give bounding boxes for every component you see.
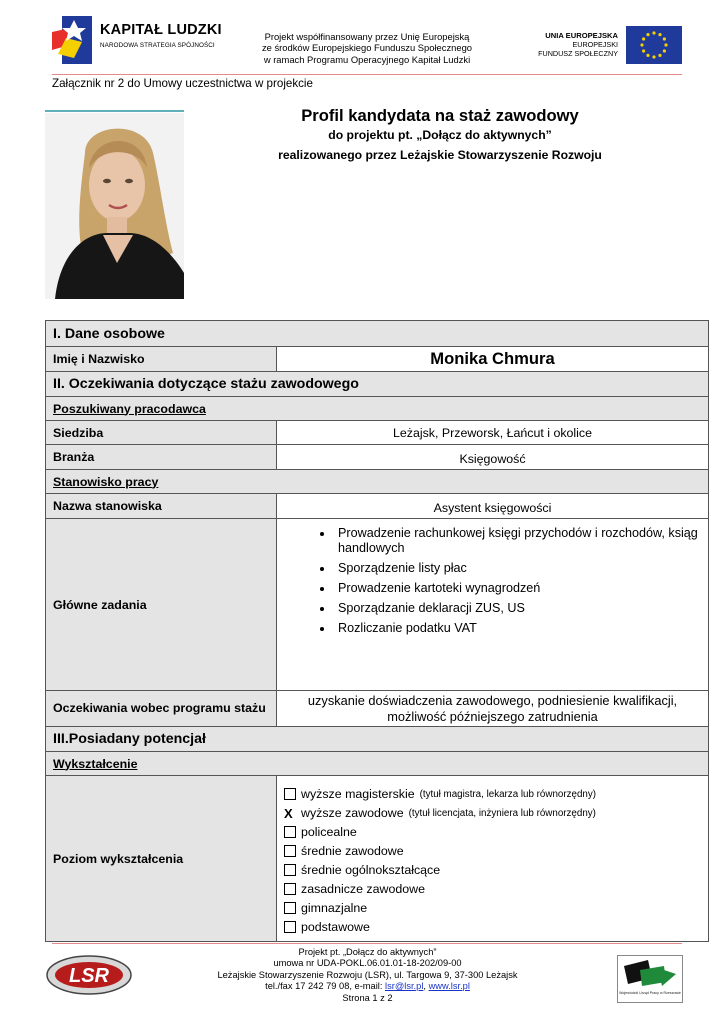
position-heading: Stanowisko pracy [46, 470, 709, 494]
education-option[interactable]: średnie ogólnokształcące [284, 861, 701, 880]
seat-value: Leżajsk, Przeworsk, Łańcut i okolice [277, 421, 709, 445]
project-name: do projektu pt. „Dołącz do aktywnych” [328, 128, 552, 142]
photo-top-rule [45, 110, 184, 112]
lsr-logo [46, 955, 132, 995]
employer-heading: Poszukiwany pracodawca [46, 397, 709, 421]
checkbox[interactable] [284, 826, 296, 838]
list-item: • Prowadzenie rachunkowej księgi przychodów i rozchodów, ksiąg handlowych [334, 526, 701, 556]
checkbox[interactable] [284, 921, 296, 933]
eu-stars-icon [626, 26, 682, 64]
checkbox[interactable] [284, 864, 296, 876]
footer-rule [52, 943, 682, 944]
seat-label: Siedziba [46, 421, 277, 445]
checked-mark[interactable]: X [284, 805, 293, 821]
organizer-line: realizowanego przez Leżajskie Stowarzyszenie Rozwoju [278, 148, 602, 162]
education-option[interactable]: gimnazjalne [284, 899, 701, 918]
education-heading: Wykształcenie [46, 752, 709, 776]
education-option[interactable]: X wyższe zawodowe (tytuł licencjata, inżyniera lub równorzędny) [284, 805, 596, 821]
page-number: Strona 1 z 2 [342, 992, 393, 1003]
expectations-label: Oczekiwania wobec programu stażu [46, 691, 277, 727]
footer-text: Projekt pt. „Dołącz do aktywnych” umowa nr UDA-POKL.06.01.01-18-202/09-00 Leżajskie Stowarzyszenie Rozwoju (LSR), ul. Targowa 9, 37-300 Leżajsk tel./fax 17 242 79 08, e-mail: lsr@lsr.pl, www.lsr.pl Strona 1 z 2 [190, 947, 545, 1004]
tasks-list [284, 526, 701, 636]
eu-fund-label: UNIA EUROPEJSKA EUROPEJSKI FUNDUSZ SPOŁECZNY [538, 31, 618, 58]
education-option[interactable]: wyższe magisterskie (tytuł magistra, lekarza lub równorzędny) [284, 785, 701, 804]
portrait-image [45, 113, 184, 299]
position-value: Asystent księgowości [277, 494, 709, 519]
expectations-value: uzyskanie doświadczenia zawodowego, podniesienie kwalifikacji, możliwość późniejszego zatrudnienia [277, 691, 709, 727]
lsr-logo-icon [46, 955, 132, 995]
cofinance-note: Projekt współfinansowany przez Unię Europejską ze środków Europejskiego Funduszu Społecznego w ramach Programu Operacyjnego Kapitał Ludzki [261, 31, 473, 65]
checkbox[interactable] [284, 883, 296, 895]
wup-arrows-icon [618, 956, 682, 1002]
education-option[interactable]: podstawowe [284, 918, 701, 937]
industry-label: Branża [46, 445, 277, 470]
education-levels [277, 776, 709, 942]
education-option[interactable]: policealne [284, 823, 701, 842]
email-link[interactable]: lsr@lsr.pl [385, 981, 424, 992]
wup-logo [617, 955, 683, 1003]
industry-value: Księgowość [277, 445, 709, 470]
education-level-label: Poziom wykształcenia [46, 776, 277, 942]
list-item: • Sporządzanie deklaracji ZUS, US [334, 601, 701, 616]
tasks-label: Główne zadania [46, 519, 277, 691]
eu-flag-icon [626, 26, 682, 64]
section-potential: III.Posiadany potencjał [46, 727, 709, 752]
kapital-ludzki-emblem-icon [52, 14, 98, 66]
list-item: • Sporządzenie listy płac [334, 561, 701, 576]
education-option[interactable]: zasadnicze zawodowe [284, 880, 701, 899]
name-label: Imię i Nazwisko [46, 347, 277, 372]
kapital-ludzki-subtitle: NARODOWA STRATEGIA SPÓJNOŚCI [100, 42, 215, 49]
kapital-ludzki-title: KAPITAŁ LUDZKI [100, 22, 222, 38]
position-label: Nazwa stanowiska [46, 494, 277, 519]
section-internship-expectations: II. Oczekiwania dotyczące stażu zawodowego [46, 372, 709, 397]
education-option[interactable]: średnie zawodowe [284, 842, 701, 861]
checkbox[interactable] [284, 845, 296, 857]
annex-note: Załącznik nr 2 do Umowy uczestnictwa w projekcie [52, 77, 313, 90]
candidate-profile-table [45, 320, 709, 942]
name-value: Monika Chmura [277, 347, 709, 372]
tasks-cell [277, 519, 709, 691]
page-title: Profil kandydata na staż zawodowy [301, 106, 579, 125]
header-rule [52, 74, 682, 75]
lsr-logo-text: LSR [69, 965, 109, 987]
wup-text: Wojewódzki Urząd Pracy w Rzeszowie [619, 991, 681, 995]
candidate-photo [45, 113, 184, 299]
checkbox[interactable] [284, 902, 296, 914]
list-item: • Prowadzenie kartoteki wynagrodzeń [334, 581, 701, 596]
list-item: • Rozliczanie podatku VAT [334, 621, 701, 636]
website-link[interactable]: www.lsr.pl [428, 981, 470, 992]
checkbox[interactable] [284, 788, 296, 800]
section-personal-data: I. Dane osobowe [46, 321, 709, 347]
